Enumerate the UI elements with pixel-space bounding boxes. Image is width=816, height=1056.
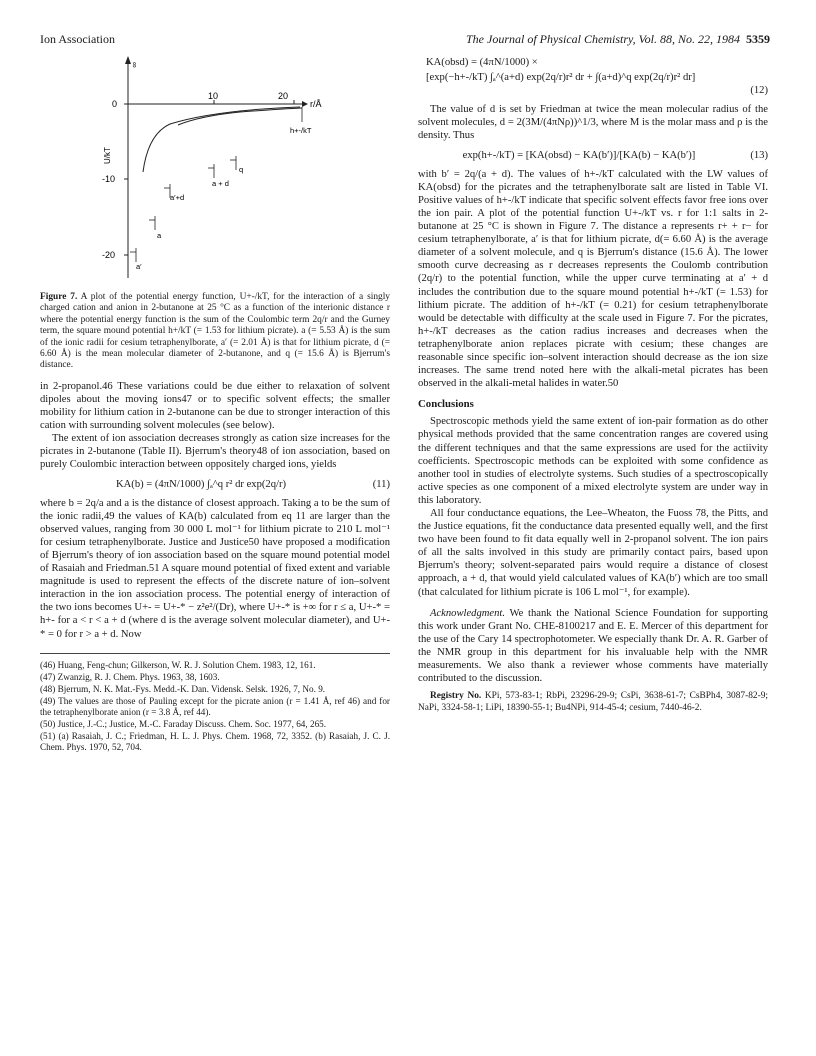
registry-text: KPi, 573-83-1; RbPi, 23296-29-9; CsPi, 3638-61-7; CsBPh4, 3087-82-9; NaPi, 3324-58-1; LiPi, 18390-55-1; Bu4NPi, 914-45-4; cesium, 7440-46-2.	[418, 691, 768, 713]
footnotes	[40, 653, 390, 753]
acknowledgment-title: Acknowledgment.	[430, 607, 506, 619]
equation-12-number: (12)	[750, 85, 768, 97]
running-header	[40, 32, 770, 48]
footnote-46: (46) Huang, Feng-chun; Gilkerson, W. R. J. Solution Chem. 1983, 12, 161.	[40, 659, 316, 670]
conclusions-p2: All four conductance equations, the Lee–Wheaton, the Fuoss 78, the Pitts, and the Justice equations, fit the conductance data presented equally well, and the first two have been found to fit data equally well in 2-propanol solvent. The ion pairs of all the salts involved in this study are primarily contact pairs, based upon Bjerrum's theory; solvent-separated pairs would require a distance of closest approach, a + d, that would yield calculated values of KA(b′) which are too small (that calculated for lithium picrate is 106 L mol⁻¹, for example).	[418, 508, 768, 598]
figure-caption	[40, 292, 390, 372]
registry-label: Registry No.	[430, 691, 482, 702]
acknowledgment	[418, 607, 768, 686]
coulomb-curve	[143, 107, 300, 172]
page-number: 5359	[746, 32, 770, 46]
footnote-49: (49) The values are those of Pauling except for the picrate anion (r = 1.41 Å, ref 46) and for the tetraphenylborate anion (r = 3.8 Å, ref 44).	[40, 695, 390, 717]
equation-11-number: (11)	[372, 478, 390, 490]
conclusions-p1: Spectroscopic methods yield the same extent of ion-pair formation as do other physical methods provided that the same concentration ranges are covered using the different techniques and that the same expressions are used for the actiivity coefficients. Spectroscopic methods can be exploited with some confidence as another tool in studies of electrolyte systems. Such studies of a spectroscopically active species as one component of a mixed electrolyte system are under way in this laboratory.	[418, 416, 768, 506]
infinity-label: ∞	[130, 62, 139, 68]
marker-hkt: h+-/kT	[290, 126, 312, 135]
x-tick-label-20: 20	[278, 91, 289, 101]
running-title: Ion Association	[40, 32, 115, 46]
equation-12-line1: KA(obsd) = (4πN/1000) ×	[426, 57, 538, 68]
y-tick-label-0: 0	[112, 99, 118, 109]
paragraph-2: The extent of ion association decreases strongly as cation size increases for the picrates in 2-butanone (Table II). Bjerrum's theory48 of ion association, based on purely Coulombic interaction between oppositely charged ions, yields	[40, 433, 390, 471]
marker-a-prime-plus-d: a′+d	[170, 193, 185, 202]
right-column	[418, 52, 768, 714]
conclusions-heading: Conclusions	[418, 398, 474, 411]
equation-13-number: (13)	[750, 149, 768, 161]
footnote-50: (50) Justice, J.-C.; Justice, M.-C. Faraday Discuss. Chem. Soc. 1977, 64, 265.	[40, 718, 327, 729]
equation-12-line2: [exp(−h+-/kT) ∫ₐ^(a+d) exp(2q/r)r² dr + ∫(a+d)^q exp(2q/r)r² dr]	[426, 72, 696, 84]
paragraph-r2: with b′ = 2q/(a + d). The values of h+-/kT calculated with the LW values of KA(obsd) for the picrates and the tetraphenylborate salt are listed in Table VI. Positive values of h+-/kT indicate that specific solvent effects favor free ions over the ion pair. A plot of the potential function U+-/kT vs. r for 1:1 salts in 2-butanone at 25 °C is shown in Figure 7. The distance a represents r+ + r− for cesium tetraphenylborate, a′ is that for lithium picrate, d(= 6.60 Å) is the average diameter of a solvent molecule, and q is Bjerrum's distance (15.6 Å). The lower smooth curve decreasing as r decreases represents the Coulomb contribution (2q/r) to the potential function, while the upper curve terminating at a′ + d includes the contribution due to the square mound potential h+-/kT (= 1.53) for lithium picrate. The addition of h+-/kT (= 0.21) for cesium tetraphenylborate would be detectable with difficulty at the scale used in Figure 7. For the picrates, h+-/kT decreases as the cation radius increases and decreases when the tetraphenylborate anion replaces picrate with cesium; these changes are reasonable since specific ion–solvent interaction should decrease as the ion size increases. The same trend noted here with the alkali-metal picrates has been observed in the alkali-metal halides in water.50	[418, 168, 768, 390]
x-axis-arrow	[302, 101, 308, 107]
journal-name: The Journal of Physical Chemistry, Vol. 88, No. 22, 1984	[466, 32, 740, 46]
equation-11-body: KA(b) = (4πN/1000) ∫ₐ^q r² dr exp(2q/r)	[115, 478, 286, 490]
equation-12	[418, 56, 768, 97]
marker-q: q	[239, 165, 244, 174]
paragraph-1: in 2-propanol.46 These variations could be due either to relaxation of solvent dipoles about the moving ions47 or to specific solvent effects; the smaller mobility for lithium cation in 2-butanone can be due to stronger interaction of this cation with surrounding solvent molecules (see below).	[40, 380, 390, 432]
y-tick-label-minus20: -20	[102, 250, 116, 260]
marker-a-plus-d: a + d	[212, 179, 229, 188]
potential-energy-plot	[40, 52, 390, 284]
caption-text: A plot of the potential energy function, U+-/kT, for the interaction of a singly charged cation and anion in 2-butanone at 25 °C as a function of the interionic distance r where the potential energy function is the sum of the Coulombic term 2q/r and the Gurney term, the square mound potential h+/kT (= 1.53 for lithium picrate). a (= 5.53 Å) is the sum of the ionic radii for cesium tetraphenylborate, a′ (= 2.01 Å) is that for lithium picrate, d (= 6.60 Å) is the mean molecular diameter of 2-butanone, and q (= 15.6 Å) is Bjerrum's distance.	[40, 292, 390, 371]
equation-13	[418, 149, 768, 162]
paragraph-3: where b = 2q/a and a is the distance of closest approach. Taking a to be the sum of the ionic radii,49 the values of KA(b) calculated from eq 11 are larger than the observed values, ranging from 30 000 L mol⁻¹ for lithium picrate to 210 L mol⁻¹ for cesium tetraphenylborate. Justice and Justice50 have proposed a modification of Bjerrum's theory of ion association based on the square mound potential model of Rasaiah and Friedman.51 A square mound potential of fixed extent and variable magnitude is used to represent the effects of the discrete nature of ion–solvent interaction in the ion association process. The potential energy of interaction of the two ions becomes U+- = U+-* − z²e²/(Dr), where U+-* is +∞ for r ≤ a, U+-* = h+- for a < r < a + d (where d is the average solvent molecular diameter), and U+-* = 0 for r > a + d. Now	[40, 497, 390, 640]
figure-7	[40, 52, 390, 284]
footnote-51: (51) (a) Rasaiah, J. C.; Friedman, H. L. J. Phys. Chem. 1968, 72, 3352. (b) Rasaiah, J. C. J. Chem. Phys. 1970, 52, 704.	[40, 730, 390, 752]
marker-a-prime: a′	[136, 262, 142, 271]
registry-numbers	[418, 691, 768, 714]
acknowledgment-text: We thank the National Science Foundation for supporting this work under Grant No. CHE-8100217 and E. E. Mercer of this department for the use of the Cary 14 spectrophotometer. We especially thank Dr. A. R. Garber of the NMR group in this department for his invaluable help with the NMR measurements. We also thank a reviewer whose comments have materially contributed to the discussion.	[418, 607, 768, 685]
marker-a: a	[157, 231, 162, 240]
left-column	[40, 52, 390, 754]
paragraph-r1: The value of d is set by Friedman at twice the mean molecular radius of the solvent molecules, d = 2(3M/(4πNρ))^1/3, where M is the molar mass and ρ is the density. Thus	[418, 104, 768, 142]
x-axis-label: r/Å	[310, 99, 322, 109]
y-tick-label-minus10: -10	[102, 174, 116, 184]
equation-13-body: exp(h+-/kT) = [KA(obsd) − KA(b′)]/[KA(b) − KA(b′)]	[462, 149, 696, 161]
caption-label: Figure 7.	[40, 292, 78, 302]
equation-11	[40, 478, 390, 491]
y-axis-label: U/kT	[103, 147, 112, 164]
x-tick-label-10: 10	[208, 91, 219, 101]
journal-citation	[466, 32, 770, 47]
footnote-47: (47) Zwanzig, R. J. Chem. Phys. 1963, 38, 1603.	[40, 671, 220, 682]
footnote-48: (48) Bjerrum, N. K. Mat.-Fys. Medd.-K. Dan. Vidensk. Selsk. 1926, 7, No. 9.	[40, 683, 326, 694]
